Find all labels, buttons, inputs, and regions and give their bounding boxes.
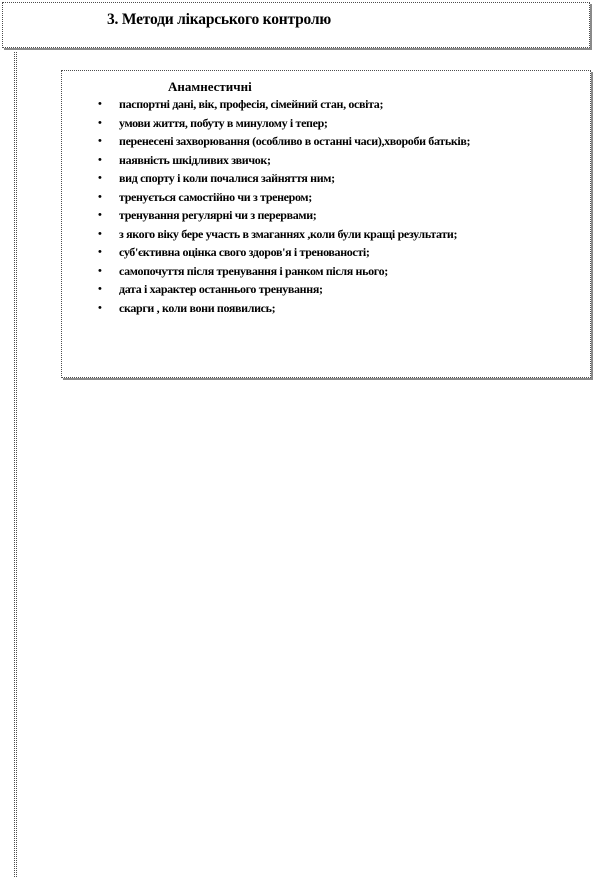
bullet-icon: • bbox=[98, 283, 102, 295]
list-item bbox=[62, 281, 590, 297]
list-item bbox=[62, 226, 590, 242]
list-item bbox=[62, 244, 590, 260]
list-item-text: суб'єктивна оцінка свого здоров'я і тренованості; bbox=[119, 245, 370, 259]
connector-line bbox=[14, 52, 17, 877]
list-item-text: з якого віку бере участь в змаганнях ,коли були кращі результати; bbox=[119, 226, 458, 241]
list-item-text: тренування регулярні чи з перервами; bbox=[119, 208, 317, 222]
list-item bbox=[62, 207, 590, 223]
list-item bbox=[62, 170, 590, 186]
list-item-text: самопочуття після тренування і ранком після нього; bbox=[119, 263, 388, 278]
list-item-text: скарги , коли вони появились; bbox=[119, 300, 276, 315]
bullet-icon: • bbox=[98, 135, 102, 147]
bullet-icon: • bbox=[98, 98, 102, 110]
list-item-text: паспортні дані, вік, професія, сімейний стан, освіта; bbox=[119, 97, 384, 111]
methods-list bbox=[62, 96, 590, 318]
list-item bbox=[62, 152, 590, 168]
bullet-icon: • bbox=[98, 116, 102, 129]
anamnestic-methods-box bbox=[61, 70, 591, 378]
list-item-text: перенесені захворювання (особливо в останні часи),хвороби батьків; bbox=[119, 134, 471, 148]
bullet-icon: • bbox=[98, 190, 102, 203]
list-item-text: наявність шкідливих звичок; bbox=[119, 152, 271, 167]
list-item-text: дата і характер останнього тренування; bbox=[119, 282, 323, 296]
list-item-text: тренується самостійно чи з тренером; bbox=[119, 189, 312, 204]
list-item bbox=[62, 96, 590, 112]
list-item bbox=[62, 263, 590, 279]
list-item bbox=[62, 133, 590, 149]
box-heading: Анамнестичні bbox=[168, 79, 252, 94]
bullet-icon: • bbox=[98, 172, 102, 184]
bullet-icon: • bbox=[98, 264, 102, 277]
list-item bbox=[62, 300, 590, 316]
bullet-icon: • bbox=[98, 227, 102, 240]
bullet-icon: • bbox=[98, 301, 102, 314]
title-box bbox=[2, 2, 590, 48]
bullet-icon: • bbox=[98, 209, 102, 221]
bullet-icon: • bbox=[98, 246, 102, 258]
list-item bbox=[62, 115, 590, 131]
list-item-text: вид спорту і коли почалися зайняття ним; bbox=[119, 171, 335, 185]
list-item bbox=[62, 189, 590, 205]
bullet-icon: • bbox=[98, 153, 102, 166]
section-title: 3. Методи лікарського контролю bbox=[107, 11, 331, 28]
list-item-text: умови життя, побуту в минулому і тепер; bbox=[119, 115, 328, 130]
